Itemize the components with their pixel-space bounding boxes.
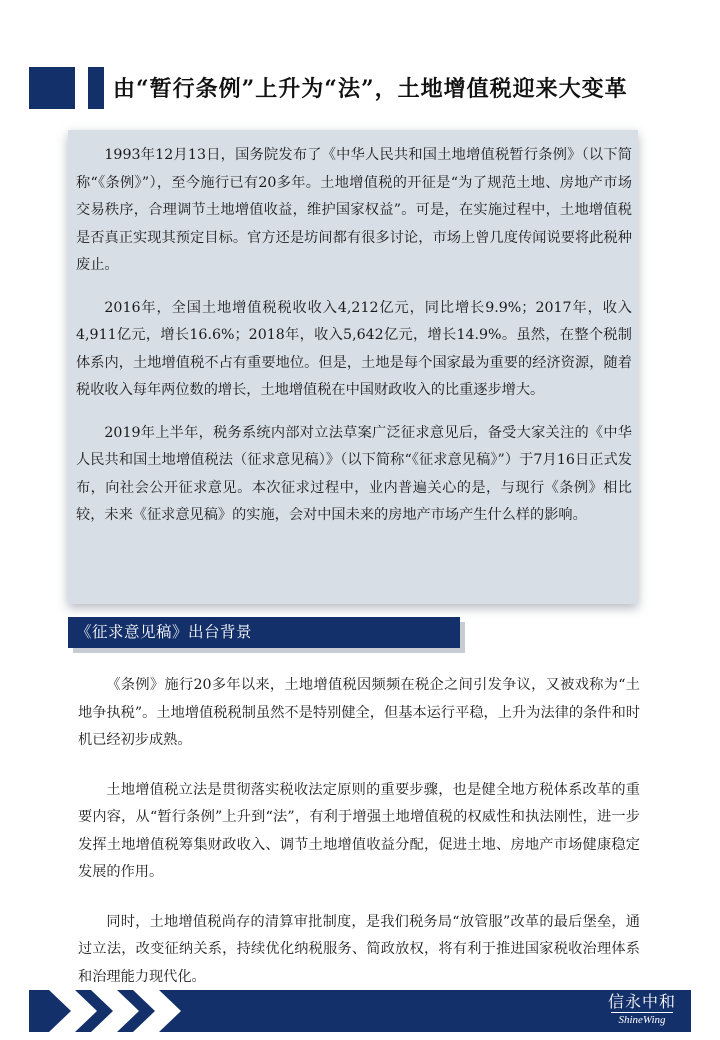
logo-chinese-text: 信永中和 xyxy=(607,992,676,1011)
body-paragraph-3: 同时，土地增值税尚存的清算审批制度，是我们税务局“放管服”改革的最后堡垒，通过立法，改变征纳关系，持续优化纳税服务、简政放权，将有利于推进国家税收治理体系和治理能力现代化。 xyxy=(78,913,640,985)
body-paragraph-1: 《条例》施行20多年以来，土地增值税因频频在税企之间引发争议，又被戏称为“土地争执税”。土地增值税税制虽然不是特别健全，但基本运行平稳，上升为法律的条件和时机已经初步成熟。 xyxy=(78,677,640,748)
page-title: 由“暂行条例”上升为“法”，土地增值税迎来大变革 xyxy=(113,76,628,102)
header-accent-bar xyxy=(88,67,104,109)
logo-english-text: ShineWing xyxy=(611,1012,673,1027)
footer-bar xyxy=(29,990,691,1032)
double-chevron-right-icon xyxy=(39,990,189,1032)
section-heading: 《征求意见稿》出台背景 xyxy=(68,617,460,648)
body-paragraph-2: 土地增值税立法是贯彻落实税收法定原则的重要步骤，也是健全地方税体系改革的重要内容，从“暂行条例”上升到“法”，有利于增强土地增值税的权威性和执法刚性，进一步发挥土地增值税筹集财政收入、调节土地增值收益分配，促进土地、房地产市场健康稳定发展的作用。 xyxy=(78,781,640,880)
intro-paragraph-1: 1993年12月13日，国务院发布了《中华人民共和国土地增值税暂行条例》（以下简称“《条例》”），至今施行已有20多年。土地增值税的开征是“为了规范土地、房地产市场交易秩序，合理调节土地增值收益，维护国家权益”。可是，在实施过程中，土地增值税是否真正实现其预定目标。官方还是坊间都有很多讨论，市场上曾几度传闻说要将此税种废止。 xyxy=(76,147,632,273)
section-body xyxy=(78,672,640,991)
intro-box xyxy=(68,130,638,604)
intro-paragraph-3: 2019年上半年，税务系统内部对立法草案广泛征求意见后，备受大家关注的《中华人民共和国土地增值税法（征求意见稿）》（以下简称“《征求意见稿》”）于7月16日正式发布，向社会公开征求意见。本次征求过程中，业内普遍关心的是，与现行《条例》相比较，未来《征求意见稿》的实施，会对中国未来的房地产市场产生什么样的影响。 xyxy=(76,424,632,523)
header-block-square xyxy=(29,67,75,109)
shinewing-logo xyxy=(607,992,677,1030)
intro-paragraph-2: 2016年，全国土地增值税税收收入4,212亿元，同比增长9.9%；2017年，收入4,911亿元，增长16.6%；2018年，收入5,642亿元，增长14.9%。虽然，在整个税制体系内，土地增值税不占有重要地位。但是，土地是每个国家最为重要的经济资源，随着税收收入每年两位数的增长，土地增值税在中国财政收入的比重逐步增大。 xyxy=(76,299,632,398)
